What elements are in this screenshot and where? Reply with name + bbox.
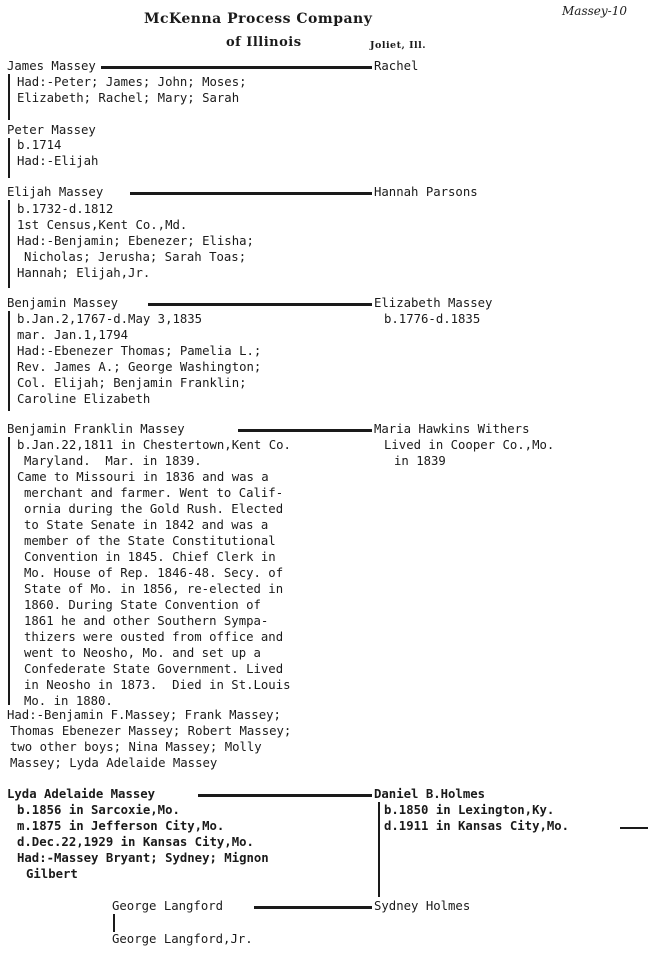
- children-line: Thomas Ebenezer Massey; Robert Massey;: [10, 724, 292, 738]
- spouse-detail-line: b.1776-d.1835: [384, 312, 481, 326]
- detail-line: 1st Census,Kent Co.,Md.: [17, 218, 188, 232]
- detail-line: Elizabeth; Rachel; Mary; Sarah: [17, 91, 240, 105]
- detail-line: 1860. During State Convention of: [24, 598, 261, 612]
- person-name: Benjamin Massey: [7, 296, 119, 310]
- spouse-name: Rachel: [374, 59, 419, 73]
- descent-line: [8, 200, 10, 288]
- spouse-detail-line: Lived in Cooper Co.,Mo.: [384, 438, 555, 452]
- detail-line: b.Jan.22,1811 in Chestertown,Kent Co.: [17, 438, 291, 452]
- marriage-line: [101, 66, 372, 69]
- spouse-name: Elizabeth Massey: [374, 296, 493, 310]
- letterhead-state: of Illinois: [226, 35, 302, 50]
- children-line: Had:-Benjamin F.Massey; Frank Massey;: [7, 708, 281, 722]
- descent-line: [8, 74, 10, 120]
- children-line: two other boys; Nina Massey; Molly: [10, 740, 262, 754]
- detail-line: Had:-Peter; James; John; Moses;: [17, 75, 247, 89]
- detail-line: mar. Jan.1,1794: [17, 328, 129, 342]
- detail-line: Rev. James A.; George Washington;: [17, 360, 262, 374]
- detail-line: Confederate State Government. Lived: [24, 662, 284, 676]
- detail-line: b.1856 in Sarcoxie,Mo.: [17, 803, 180, 817]
- person-name: Benjamin Franklin Massey: [7, 422, 185, 436]
- person-name: Peter Massey: [7, 123, 96, 137]
- detail-line: Col. Elijah; Benjamin Franklin;: [17, 376, 247, 390]
- spouse-name: Maria Hawkins Withers: [374, 422, 530, 436]
- detail-line: Convention in 1845. Chief Clerk in: [24, 550, 276, 564]
- detail-line: Nicholas; Jerusha; Sarah Toas;: [24, 250, 247, 264]
- spouse-descent-line: [378, 802, 380, 897]
- detail-line: Came to Missouri in 1836 and was a: [17, 470, 269, 484]
- detail-line: b.1714: [17, 138, 62, 152]
- spouse-detail-line: in 1839: [394, 454, 446, 468]
- spouse-name: Sydney Holmes: [374, 899, 471, 913]
- spouse-detail-line: b.1850 in Lexington,Ky.: [384, 803, 555, 817]
- descent-line: [8, 437, 10, 705]
- detail-line: Had:-Elijah: [17, 154, 99, 168]
- detail-line: State of Mo. in 1856, re-elected in: [24, 582, 284, 596]
- person-name: George Langford,Jr.: [112, 932, 253, 946]
- marriage-line: [238, 429, 372, 432]
- spouse-name: Daniel B.Holmes: [374, 787, 486, 801]
- detail-line: b.Jan.2,1767-d.May 3,1835: [17, 312, 203, 326]
- marriage-line: [198, 794, 372, 797]
- detail-line: went to Neosho, Mo. and set up a: [24, 646, 261, 660]
- detail-line: Hannah; Elijah,Jr.: [17, 266, 151, 280]
- detail-line: member of the State Constitutional: [24, 534, 276, 548]
- marriage-line: [148, 303, 372, 306]
- detail-line: Gilbert: [26, 867, 78, 881]
- person-name: Elijah Massey: [7, 185, 104, 199]
- descent-line: [8, 311, 10, 411]
- detail-line: m.1875 in Jefferson City,Mo.: [17, 819, 225, 833]
- detail-line: in Neosho in 1873. Died in St.Louis: [24, 678, 291, 692]
- children-line: Massey; Lyda Adelaide Massey: [10, 756, 218, 770]
- detail-line: Mo. in 1880.: [24, 694, 113, 708]
- continuation-line: [620, 827, 648, 829]
- descent-line: [113, 914, 115, 932]
- detail-line: ornia during the Gold Rush. Elected: [24, 502, 284, 516]
- detail-line: Had:-Massey Bryant; Sydney; Mignon: [17, 851, 269, 865]
- detail-line: 1861 he and other Southern Sympa-: [24, 614, 269, 628]
- person-name: Lyda Adelaide Massey: [7, 787, 156, 801]
- detail-line: thizers were ousted from office and: [24, 630, 284, 644]
- marriage-line: [254, 906, 372, 909]
- letterhead-city: Joliet, Ill.: [370, 40, 427, 51]
- letterhead-company: McKenna Process Company: [144, 11, 373, 27]
- detail-line: to State Senate in 1842 and was a: [24, 518, 269, 532]
- spouse-detail-line: d.1911 in Kansas City,Mo.: [384, 819, 570, 833]
- detail-line: Caroline Elizabeth: [17, 392, 151, 406]
- detail-line: b.1732-d.1812: [17, 202, 114, 216]
- detail-line: merchant and farmer. Went to Calif-: [24, 486, 284, 500]
- corner-note: Massey-10: [562, 4, 627, 18]
- person-name: James Massey: [7, 59, 96, 73]
- detail-line: Mo. House of Rep. 1846-48. Secy. of: [24, 566, 284, 580]
- detail-line: Maryland. Mar. in 1839.: [24, 454, 202, 468]
- descent-line: [8, 138, 10, 178]
- spouse-name: Hannah Parsons: [374, 185, 478, 199]
- detail-line: Had:-Benjamin; Ebenezer; Elisha;: [17, 234, 254, 248]
- person-name: George Langford: [112, 899, 224, 913]
- detail-line: Had:-Ebenezer Thomas; Pamelia L.;: [17, 344, 262, 358]
- marriage-line: [130, 192, 372, 195]
- detail-line: d.Dec.22,1929 in Kansas City,Mo.: [17, 835, 254, 849]
